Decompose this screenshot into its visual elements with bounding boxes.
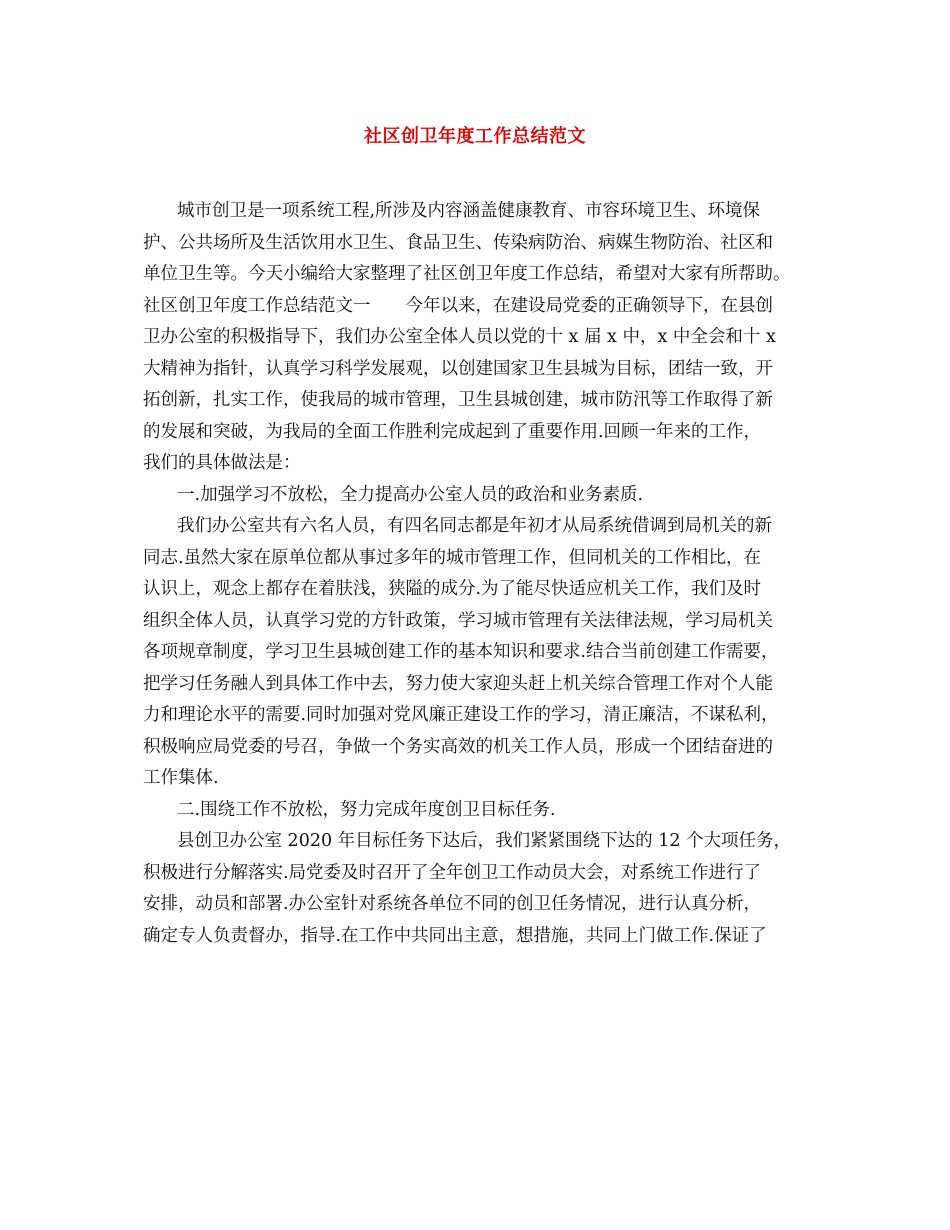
body-text-line: 单位卫生等。今天小编给大家整理了社区创卫年度工作总结，希望对大家有所帮助。 (143, 264, 791, 284)
body-text-line: 积极响应局党委的号召，争做一个务实高效的机关工作人员，形成一个团结奋进的 (143, 736, 773, 757)
body-text-line: 的发展和突破，为我局的全面工作胜利完成起到了重要作用.回顾一年来的工作， (143, 421, 762, 442)
body-text-line: 力和理论水平的需要.同时加强对党风廉正建设工作的学习，清正廉洁，不谋私利， (143, 705, 779, 725)
body-text-line: 县创卫办公室 2020 年目标任务下达后，我们紧紧围绕下达的 12 个大项任务， (177, 831, 792, 851)
body-text-line: 确定专人负责督办，指导.在工作中共同出主意，想措施，共同上门做工作.保证了 (143, 925, 767, 946)
document-title: 社区创卫年度工作总结范文 (364, 126, 586, 147)
body-text-line: 工作集体. (143, 768, 219, 788)
body-text-line: 护、公共场所及生活饮用水卫生、食品卫生、传染病防治、病媒生物防治、社区和 (143, 232, 773, 253)
body-text-line: 一.加强学习不放松，全力提高办公室人员的政治和业务素质. (177, 484, 644, 505)
body-text-line: 卫办公室的积极指导下，我们办公室全体人员以党的十 x 届 x 中，x 中全会和十 x (143, 327, 776, 347)
body-text-line: 拓创新，扎实工作，使我局的城市管理，卫生县城创建，城市防汛等工作取得了新 (143, 390, 773, 410)
body-text-line: 我们办公室共有六名人员，有四名同志都是年初才从局系统借调到局机关的新 (177, 516, 772, 536)
body-text-line: 同志.虽然大家在原单位都从事过多年的城市管理工作，但同机关的工作相比，在 (143, 547, 762, 568)
body-text-line: 社区创卫年度工作总结范文一 今年以来，在建设局党委的正确领导下，在县创 (143, 295, 773, 316)
document-body (0, 196, 950, 952)
body-text-line: 我们的具体做法是： (143, 453, 301, 473)
body-text-line: 各项规章制度，学习卫生县城创建工作的基本知识和要求.结合当前创建工作需要， (143, 642, 779, 662)
body-text-line: 积极进行分解落实.局党委及时召开了全年创卫工作动员大会，对系统工作进行了 (143, 862, 762, 883)
body-text-line: 安排，动员和部署.办公室针对系统各单位不同的创卫任务情况，进行认真分析， (143, 894, 762, 914)
body-text-line: 认识上，观念上都存在着肤浅，狭隘的成分.为了能尽快适应机关工作，我们及时 (143, 579, 762, 599)
body-text-line: 二.围绕工作不放松，努力完成年度创卫目标任务. (177, 799, 556, 820)
body-text-line: 大精神为指针，认真学习科学发展观，以创建国家卫生县城为目标，团结一致，开 (143, 358, 773, 379)
body-text-line: 组织全体人员，认真学习党的方针政策，学习城市管理有关法律法规，学习局机关 (143, 610, 773, 631)
body-text-line: 城市创卫是一项系统工程,所涉及内容涵盖健康教育、市容环境卫生、环境保 (177, 201, 761, 221)
body-text-line: 把学习任务融人到具体工作中去，努力使大家迎头赶上机关综合管理工作对个人能 (143, 673, 773, 694)
